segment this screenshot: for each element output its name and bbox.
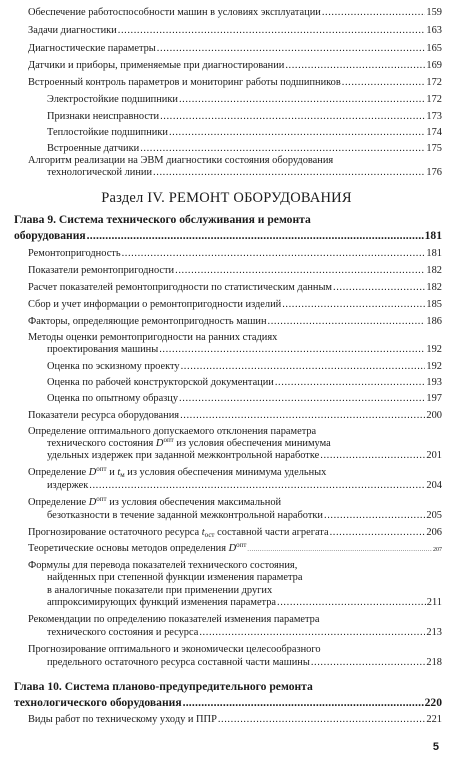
toc-entry-page: 174 (426, 127, 442, 138)
toc-entry[interactable] (28, 7, 442, 19)
toc-entry-page: 181 (424, 229, 442, 242)
leader-dots (153, 167, 425, 179)
symbol-d: D (88, 497, 97, 508)
toc-entry-page: 165 (426, 43, 442, 54)
leader-dots (324, 510, 425, 522)
superscript-opt: опт (163, 436, 174, 444)
toc-entry-title: Оценка по опытному образцу (47, 393, 179, 404)
toc-subentry[interactable] (47, 127, 442, 139)
toc-entry-page: 176 (426, 167, 442, 178)
leader-dots (159, 344, 425, 356)
toc-entry[interactable] (47, 657, 442, 669)
chapter-heading[interactable] (14, 697, 442, 709)
toc-entry-title[interactable]: Определение $D^{опт}$ и $t_м$ из условия обеспечения минимума удельных (28, 465, 327, 479)
toc-entry-continuation: безотказности в течение заданной межконтрольной наработки (47, 510, 323, 521)
leader-dots (140, 143, 425, 155)
toc-entry-page: 207 (433, 547, 442, 553)
toc-entry-title: Оценка по рабочей конструкторской документации (47, 377, 274, 388)
toc-entry-title: Обеспечение работоспособности машин в условиях эксплуатации (28, 7, 321, 18)
leader-dots (199, 627, 425, 639)
toc-entry[interactable] (47, 450, 442, 462)
toc-entry[interactable] (47, 167, 442, 179)
toc-entry-page: 206 (426, 527, 442, 538)
toc-entry-title: Показатели ремонтопригодности (28, 265, 175, 276)
toc-entry-title: Показатели ресурса оборудования (28, 410, 180, 421)
toc-entry-continuation: найденных при степенной функции изменения параметра (47, 572, 303, 583)
toc-entry-title: Задачи диагностики (28, 25, 117, 36)
leader-dots (277, 597, 426, 609)
toc-entry[interactable] (28, 527, 442, 539)
leader-dots (122, 248, 426, 260)
leader-dots (342, 77, 426, 89)
toc-entry-continuation: в аналогичные показатели при применении других (47, 585, 273, 596)
toc-entry-page: 205 (426, 510, 442, 521)
leader-dots (157, 43, 426, 55)
leader-dots (330, 527, 426, 539)
leader-dots (320, 450, 425, 462)
part-heading: Раздел IV. РЕМОНТ ОБОРУДОВАНИЯ (101, 190, 352, 206)
toc-entry-title: Теоретические основы методов определения $D^{опт}$ (28, 541, 247, 554)
toc-entry-page: 200 (426, 410, 442, 421)
toc-entry-title: Прогнозирование остаточного ресурса $t_{ост}$ составной части агрегата (28, 527, 329, 539)
toc-entry[interactable] (28, 299, 442, 311)
toc-subentry[interactable] (47, 94, 442, 106)
toc-entry[interactable] (28, 60, 442, 72)
toc-entry-title[interactable]: Определение оптимального допускаемого отклонения параметра (28, 426, 317, 437)
toc-entry-page: 169 (426, 60, 442, 71)
chapter-heading-line1[interactable]: Глава 9. Система технического обслуживания и ремонта (14, 213, 311, 226)
leader-dots (218, 714, 426, 726)
toc-entry-continuation: технического состояния $D^{опт}$ из условия обеспечения минимума (47, 436, 331, 449)
toc-entry[interactable] (28, 282, 442, 294)
toc-entry-page: 204 (426, 480, 442, 491)
leader-dots (169, 127, 425, 139)
toc-entry-page: 197 (426, 393, 442, 404)
symbol-t: t (117, 467, 121, 478)
page-number: 5 (432, 741, 439, 753)
chapter-heading-line2: оборудования (14, 229, 86, 242)
toc-entry-title: Расчет показателей ремонтопригодности по статистическим данным (28, 282, 333, 293)
toc-entry-page: 182 (426, 282, 442, 293)
toc-entry-title: Теплостойкие подшипники (47, 127, 168, 138)
leader-dots (179, 393, 425, 405)
toc-subentry[interactable] (47, 393, 442, 405)
toc-entry[interactable] (47, 627, 442, 639)
toc-entry-page: 175 (426, 143, 442, 154)
toc-entry-continuation: технического состояния и ресурса (47, 627, 199, 638)
leader-dots (183, 697, 424, 709)
toc-entry-page: 193 (426, 377, 442, 388)
toc-entry-continuation: проектирования машины (47, 344, 159, 355)
toc-entry[interactable] (47, 480, 442, 492)
toc-entry-page: 213 (426, 627, 442, 638)
toc-entry-page: 163 (426, 25, 442, 36)
toc-entry-page: 218 (426, 657, 442, 668)
toc-entry-page: 192 (426, 344, 442, 355)
toc-entry[interactable] (28, 77, 442, 89)
toc-entry-title: Диагностические параметры (28, 43, 156, 54)
toc-entry-title: Виды работ по техническому уходу и ППР (28, 714, 217, 725)
toc-entry-page: 192 (426, 361, 442, 372)
symbol-t: t (201, 527, 205, 538)
toc-entry-title[interactable]: Рекомендации по определению показателей изменения параметра (28, 614, 320, 625)
toc-entry[interactable] (28, 43, 442, 55)
toc-entry-page: 186 (426, 316, 442, 327)
leader-dots (322, 7, 426, 19)
toc-entry-page: 201 (426, 450, 442, 461)
toc-entry-title: Ремонтопригодность (28, 248, 121, 259)
toc-entry-title: Электростойкие подшипники (47, 94, 178, 105)
toc-entry-title: Встроенные датчики (47, 143, 140, 154)
leader-dots (89, 480, 425, 492)
toc-entry-title[interactable]: Определение $D^{опт}$ из условия обеспечения максимальной (28, 495, 282, 508)
toc-subentry[interactable] (47, 361, 442, 373)
toc-entry-title[interactable]: Методы оценки ремонтопригодности на ранних стадиях (28, 332, 278, 343)
leader-dots (285, 60, 425, 72)
leader-dots (179, 94, 425, 106)
toc-entry-continuation: удельных издержек при заданной межконтрольной наработке (47, 450, 320, 461)
toc-entry-title: Сбор и учет информации о ремонтопригодности изделий (28, 299, 282, 310)
leader-dots (175, 265, 425, 277)
toc-entry-page: 220 (424, 696, 442, 709)
symbol-d: D (228, 543, 237, 554)
toc-entry-page: 172 (426, 77, 442, 88)
toc-entry-page: 211 (426, 597, 442, 608)
toc-entry-page: 182 (426, 265, 442, 276)
symbol-d: D (88, 467, 97, 478)
toc-entry[interactable] (28, 265, 442, 277)
toc-entry-continuation: аппроксимирующих функций изменения параметра (47, 597, 277, 608)
toc-entry-page: 173 (426, 111, 442, 122)
leader-dots (311, 657, 426, 669)
symbol-d: D (155, 438, 164, 449)
toc-entry-page: 221 (426, 714, 442, 725)
toc-entry-title[interactable]: Формулы для перевода показателей технического состояния, (28, 560, 298, 571)
leader-dots (160, 111, 425, 123)
toc-entry[interactable] (47, 510, 442, 522)
toc-entry-title: Факторы, определяющие ремонтопригодность машин (28, 316, 267, 327)
toc-entry-continuation: издержек (47, 480, 89, 491)
toc-entry-title: Признаки неисправности (47, 111, 160, 122)
toc-entry-continuation: технологической линии (47, 167, 153, 178)
leader-dots (87, 230, 424, 242)
toc-subentry[interactable] (47, 377, 442, 389)
toc-entry[interactable] (28, 714, 442, 726)
chapter-heading-line2: технологического оборудования (14, 696, 182, 709)
toc-subentry[interactable] (47, 111, 442, 123)
toc-entry-page: 181 (426, 248, 442, 259)
toc-entry-title: Встроенный контроль параметров и мониторинг работы подшипников (28, 77, 341, 88)
toc-entry[interactable] (47, 344, 442, 356)
toc-entry[interactable] (28, 316, 442, 328)
toc-entry-page: 185 (426, 299, 442, 310)
toc-entry-title[interactable]: Алгоритм реализации на ЭВМ диагностики состояния оборудования (28, 155, 334, 166)
leader-dots (180, 410, 425, 422)
toc-entry[interactable] (47, 597, 442, 609)
toc-entry[interactable] (28, 248, 442, 260)
toc-entry-title[interactable]: Прогнозирование оптимального и экономически целесообразного (28, 644, 321, 655)
toc-subentry[interactable] (47, 143, 442, 155)
leader-dots (118, 25, 426, 37)
toc-entry-page: 172 (426, 94, 442, 105)
toc-entry-title: Датчики и приборы, применяемые при диагностировании (28, 60, 285, 71)
leader-dots (268, 316, 426, 328)
leader-dots (282, 299, 425, 311)
leader-dots (275, 377, 426, 389)
chapter-heading-line1[interactable]: Глава 10. Система планово-предупредительного ремонта (14, 680, 313, 693)
leader-dots (333, 282, 425, 294)
toc-entry[interactable] (28, 25, 442, 37)
leader-dots (181, 361, 426, 373)
toc-entry-title: Оценка по эскизному проекту (47, 361, 180, 372)
toc-entry-page: 159 (426, 7, 442, 18)
chapter-heading[interactable] (14, 230, 442, 242)
toc-entry[interactable] (28, 410, 442, 422)
toc-entry-continuation: предельного остаточного ресурса составной части машины (47, 657, 310, 668)
toc-entry[interactable] (28, 543, 442, 556)
leader-dots (247, 544, 432, 556)
